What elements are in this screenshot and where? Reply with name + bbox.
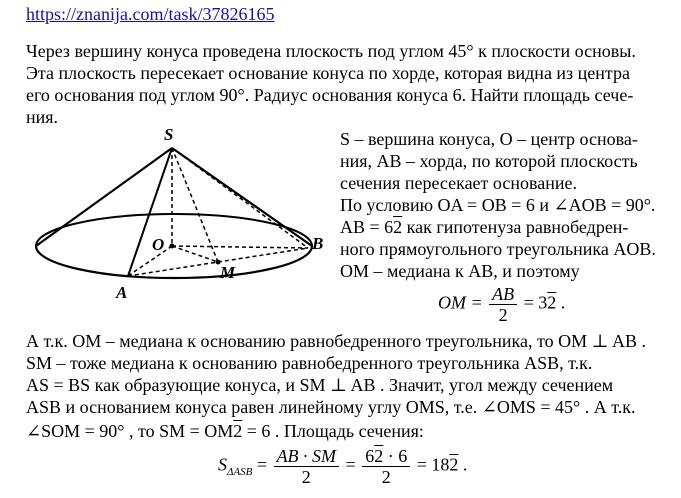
final-line-5: ∠SOM = 90° , то SM = OM2 = 6 . Площадь сечения: — [26, 421, 424, 441]
label-A: A — [116, 283, 128, 302]
ab-radical: 2 — [393, 217, 403, 237]
source-link[interactable]: https://znanija.com/task/37826165 — [26, 4, 275, 24]
base-back-arc — [36, 214, 312, 246]
radius-OA — [128, 246, 172, 276]
solution-line-6: ного прямоугольного треугольника AOB. — [340, 239, 656, 259]
area-formula: $S_{\Delta ASB}$ = $\frac{AB \cdot SM}{2}$ = $\frac{62 \cdot 6}{2}$ = 182 . — [218, 446, 468, 487]
label-O: O — [152, 235, 165, 254]
final-line-3: AS = BS как образующие конуса, и SM ⊥ AB . Значит, угол между сечением — [26, 375, 614, 395]
solution-line-7: OM – медиана к AB, и поэтому — [340, 261, 580, 281]
final-line-4: ASB и основанием конуса равен линейному углу OMS, т.е. ∠OMS = 45° . А т.к. — [26, 397, 636, 417]
ab-value: AB = 6 — [340, 217, 394, 237]
final-line-2: SM – тоже медиана к основанию равнобедренного треугольника ASB, т.к. — [26, 353, 593, 373]
base-front-arc — [36, 246, 312, 278]
ab-reason: как гипотенуза равнобедрен- — [402, 217, 629, 237]
point-O — [170, 244, 175, 249]
problem-line-1: Через вершину конуса проведена плоскость под углом 45° к плоскости основы. — [26, 41, 636, 61]
label-M: M — [220, 263, 236, 282]
om-formula: OM = $\frac{AB}{2}$ = 32 . — [438, 284, 566, 325]
label-B: B — [312, 234, 324, 253]
solution-line-4: По условию OA = OB = 6 и ∠AOB = 90°. — [340, 195, 656, 215]
solution-line-2: ния, AB – хорда, по которой плоскость — [340, 151, 638, 171]
solution-line-3: сечения пересекает основание. — [340, 173, 577, 193]
problem-line-2: Эта плоскость пересекает основание конуса по хорде, которая видна из центра — [26, 63, 631, 83]
label-S: S — [164, 126, 174, 144]
cone-figure — [24, 126, 324, 306]
generator-left — [36, 148, 172, 246]
solution-line-5 — [340, 216, 628, 238]
edge-SA — [128, 148, 172, 276]
median-OM — [172, 246, 218, 262]
generator-right — [172, 148, 312, 246]
problem-line-4: ния. — [26, 107, 59, 127]
solution-line-1: S – вершина конуса, O – центр основа- — [340, 129, 638, 149]
problem-line-3: его основания под углом 90°. Радиус основания конуса 6. Найти площадь сече- — [26, 85, 634, 105]
final-line-1: А т.к. OM – медиана к основанию равнобедренного треугольника, то OM ⊥ AB . — [26, 331, 647, 351]
radius-OB — [172, 246, 308, 248]
